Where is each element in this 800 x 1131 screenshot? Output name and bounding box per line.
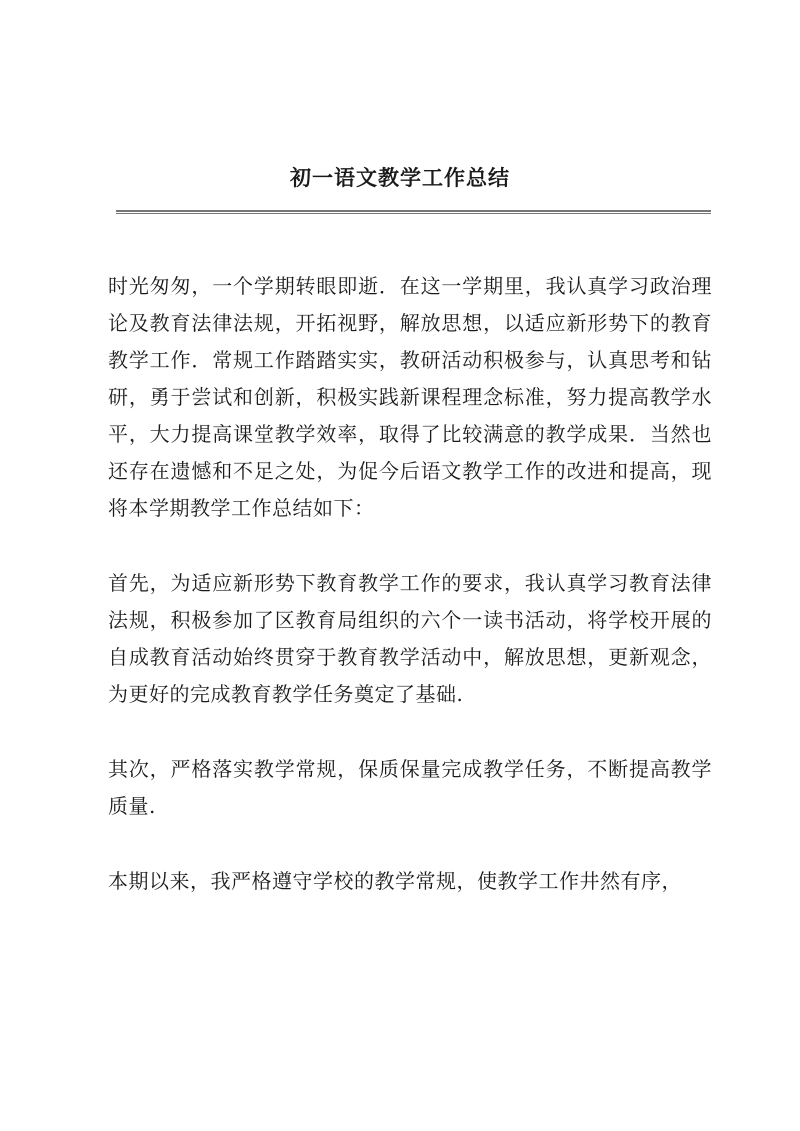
paragraph-continuation: 本期以来，我严格遵守学校的教学常规，使教学工作井然有序， [108, 869, 682, 893]
title-divider [116, 210, 711, 214]
paragraph-intro: 时光匆匆，一个学期转眼即逝．在这一学期里，我认真学习政治理论及教育法律法规，开拓视野，解放思想，以适应新形势下的教育教学工作．常规工作踏踏实实，教研活动积极参与，认真思考和钻研，勇于尝试和创新，积极实践新课程理念标准，努力提高教学水平，大力提高课堂教学效率，取得了比较满意的教学成果．当然也还存在遗憾和不足之处，为促今后语文教学工作的改进和提高，现将本学期教学工作总结如下： [108, 274, 712, 520]
document-body [108, 268, 712, 900]
document-title: 初一语文教学工作总结 [290, 165, 510, 190]
paragraph-first-point: 首先，为适应新形势下教育教学工作的要求，我认真学习教育法律法规，积极参加了区教育局组织的六个一读书活动，将学校开展的自成教育活动始终贯穿于教育教学活动中，解放思想，更新观念，为更好的完成教育教学任务奠定了基础. [108, 571, 712, 706]
paragraph-second-point: 其次，严格落实教学常规，保质保量完成教学任务，不断提高教学质量. [108, 757, 712, 818]
